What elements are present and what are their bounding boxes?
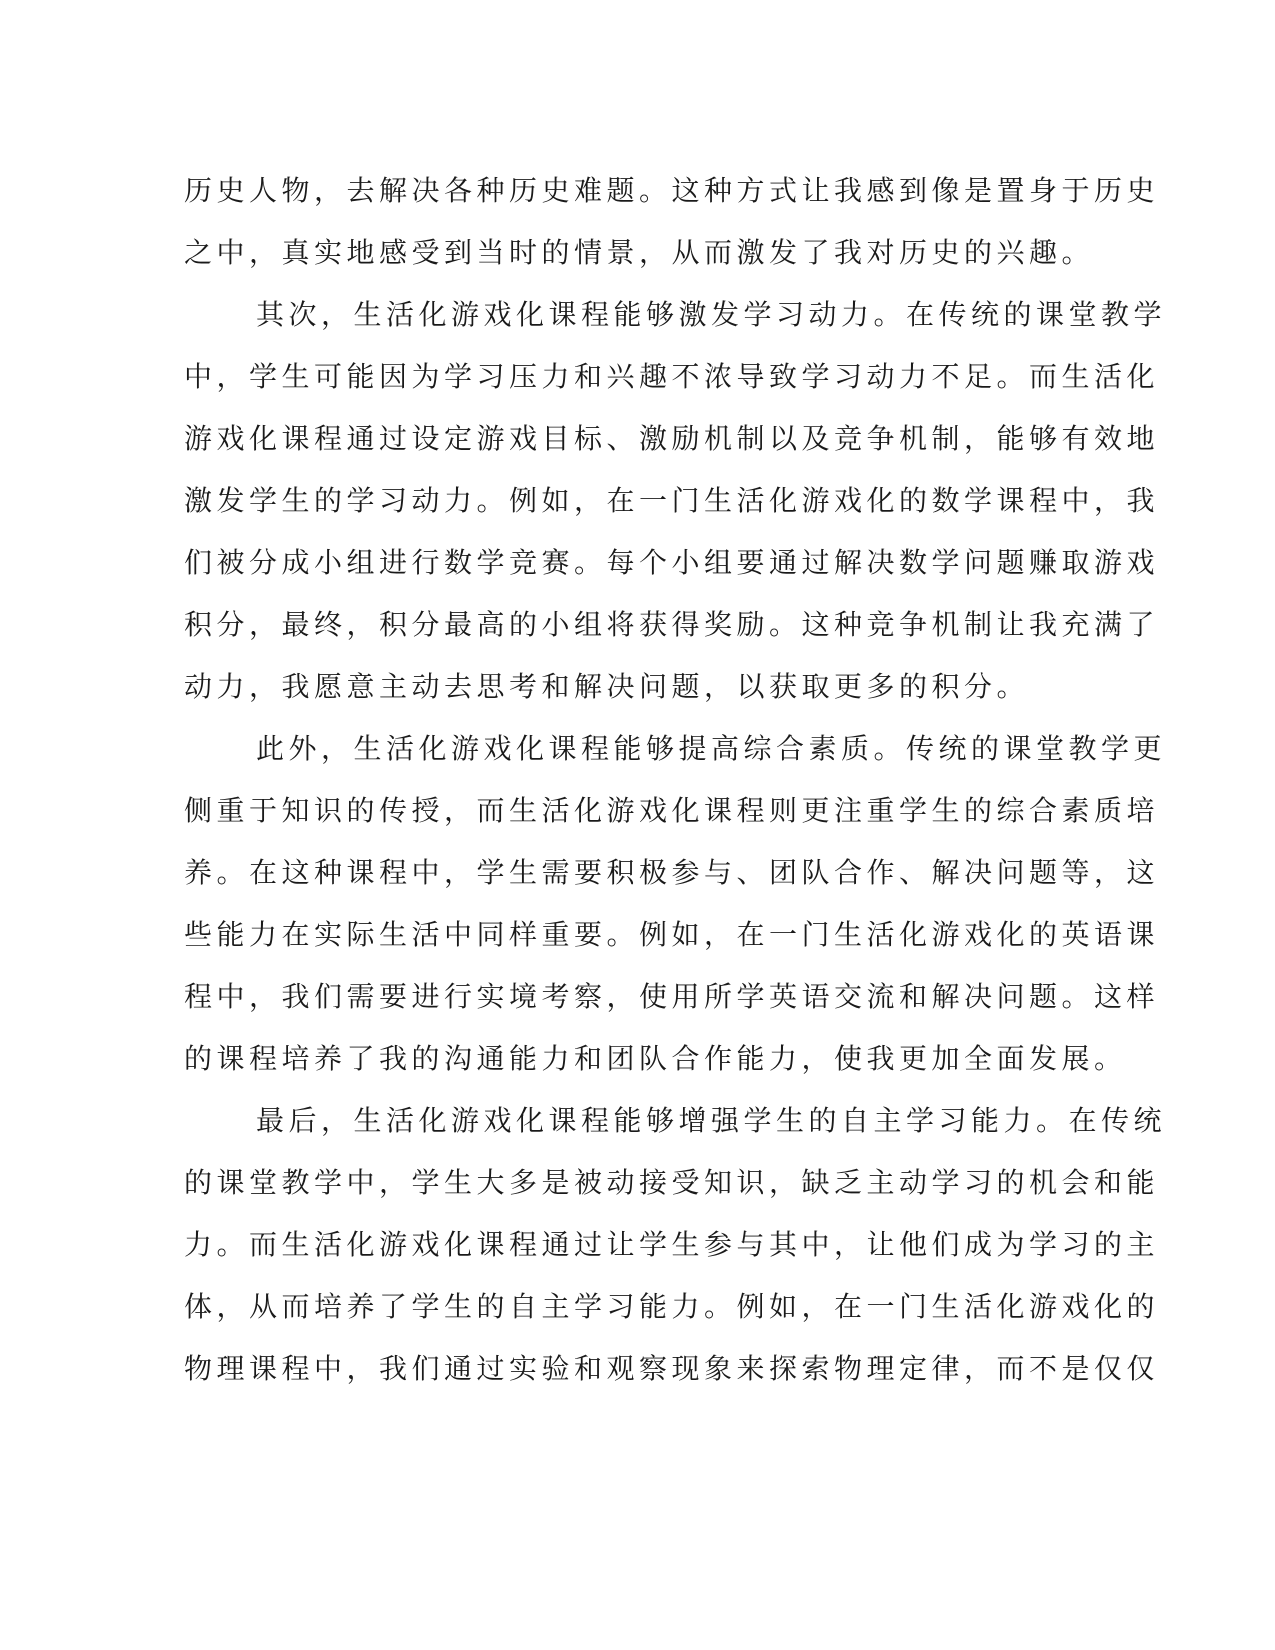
text-line: 最后，生活化游戏化课程能够增强学生的自主学习能力。在传统	[256, 1104, 1167, 1137]
paragraph	[184, 718, 1167, 1090]
text-line: 体，从而培养了学生的自主学习能力。例如，在一门生活化游戏化的	[184, 1290, 1160, 1323]
text-line: 们被分成小组进行数学竞赛。每个小组要通过解决数学问题赚取游戏	[184, 546, 1160, 579]
text-line: 积分，最终，积分最高的小组将获得奖励。这种竞争机制让我充满了	[184, 608, 1160, 641]
text-line: 中，学生可能因为学习压力和兴趣不浓导致学习动力不足。而生活化	[184, 360, 1160, 393]
document-body	[184, 160, 1167, 1400]
text-line: 的课程培养了我的沟通能力和团队合作能力，使我更加全面发展。	[184, 1042, 1127, 1075]
text-line: 其次，生活化游戏化课程能够激发学习动力。在传统的课堂教学	[256, 298, 1167, 331]
text-line: 程中，我们需要进行实境考察，使用所学英语交流和解决问题。这样	[184, 980, 1160, 1013]
text-line: 游戏化课程通过设定游戏目标、激励机制以及竞争机制，能够有效地	[184, 422, 1160, 455]
paragraph	[184, 160, 1160, 284]
text-line: 此外，生活化游戏化课程能够提高综合素质。传统的课堂教学更	[256, 732, 1167, 765]
text-line: 力。而生活化游戏化课程通过让学生参与其中，让他们成为学习的主	[184, 1228, 1160, 1261]
text-line: 激发学生的学习动力。例如，在一门生活化游戏化的数学课程中，我	[184, 484, 1160, 517]
text-line: 侧重于知识的传授，而生活化游戏化课程则更注重学生的综合素质培	[184, 794, 1160, 827]
text-line: 动力，我愿意主动去思考和解决问题，以获取更多的积分。	[184, 670, 1030, 703]
paragraph	[184, 1090, 1167, 1400]
paragraph	[184, 284, 1167, 718]
text-line: 养。在这种课程中，学生需要积极参与、团队合作、解决问题等，这	[184, 856, 1160, 889]
text-line: 的课堂教学中，学生大多是被动接受知识，缺乏主动学习的机会和能	[184, 1166, 1160, 1199]
text-line: 些能力在实际生活中同样重要。例如，在一门生活化游戏化的英语课	[184, 918, 1160, 951]
text-line: 历史人物，去解决各种历史难题。这种方式让我感到像是置身于历史	[184, 174, 1160, 207]
text-line: 之中，真实地感受到当时的情景，从而激发了我对历史的兴趣。	[184, 236, 1095, 269]
text-line: 物理课程中，我们通过实验和观察现象来探索物理定律，而不是仅仅	[184, 1352, 1160, 1385]
